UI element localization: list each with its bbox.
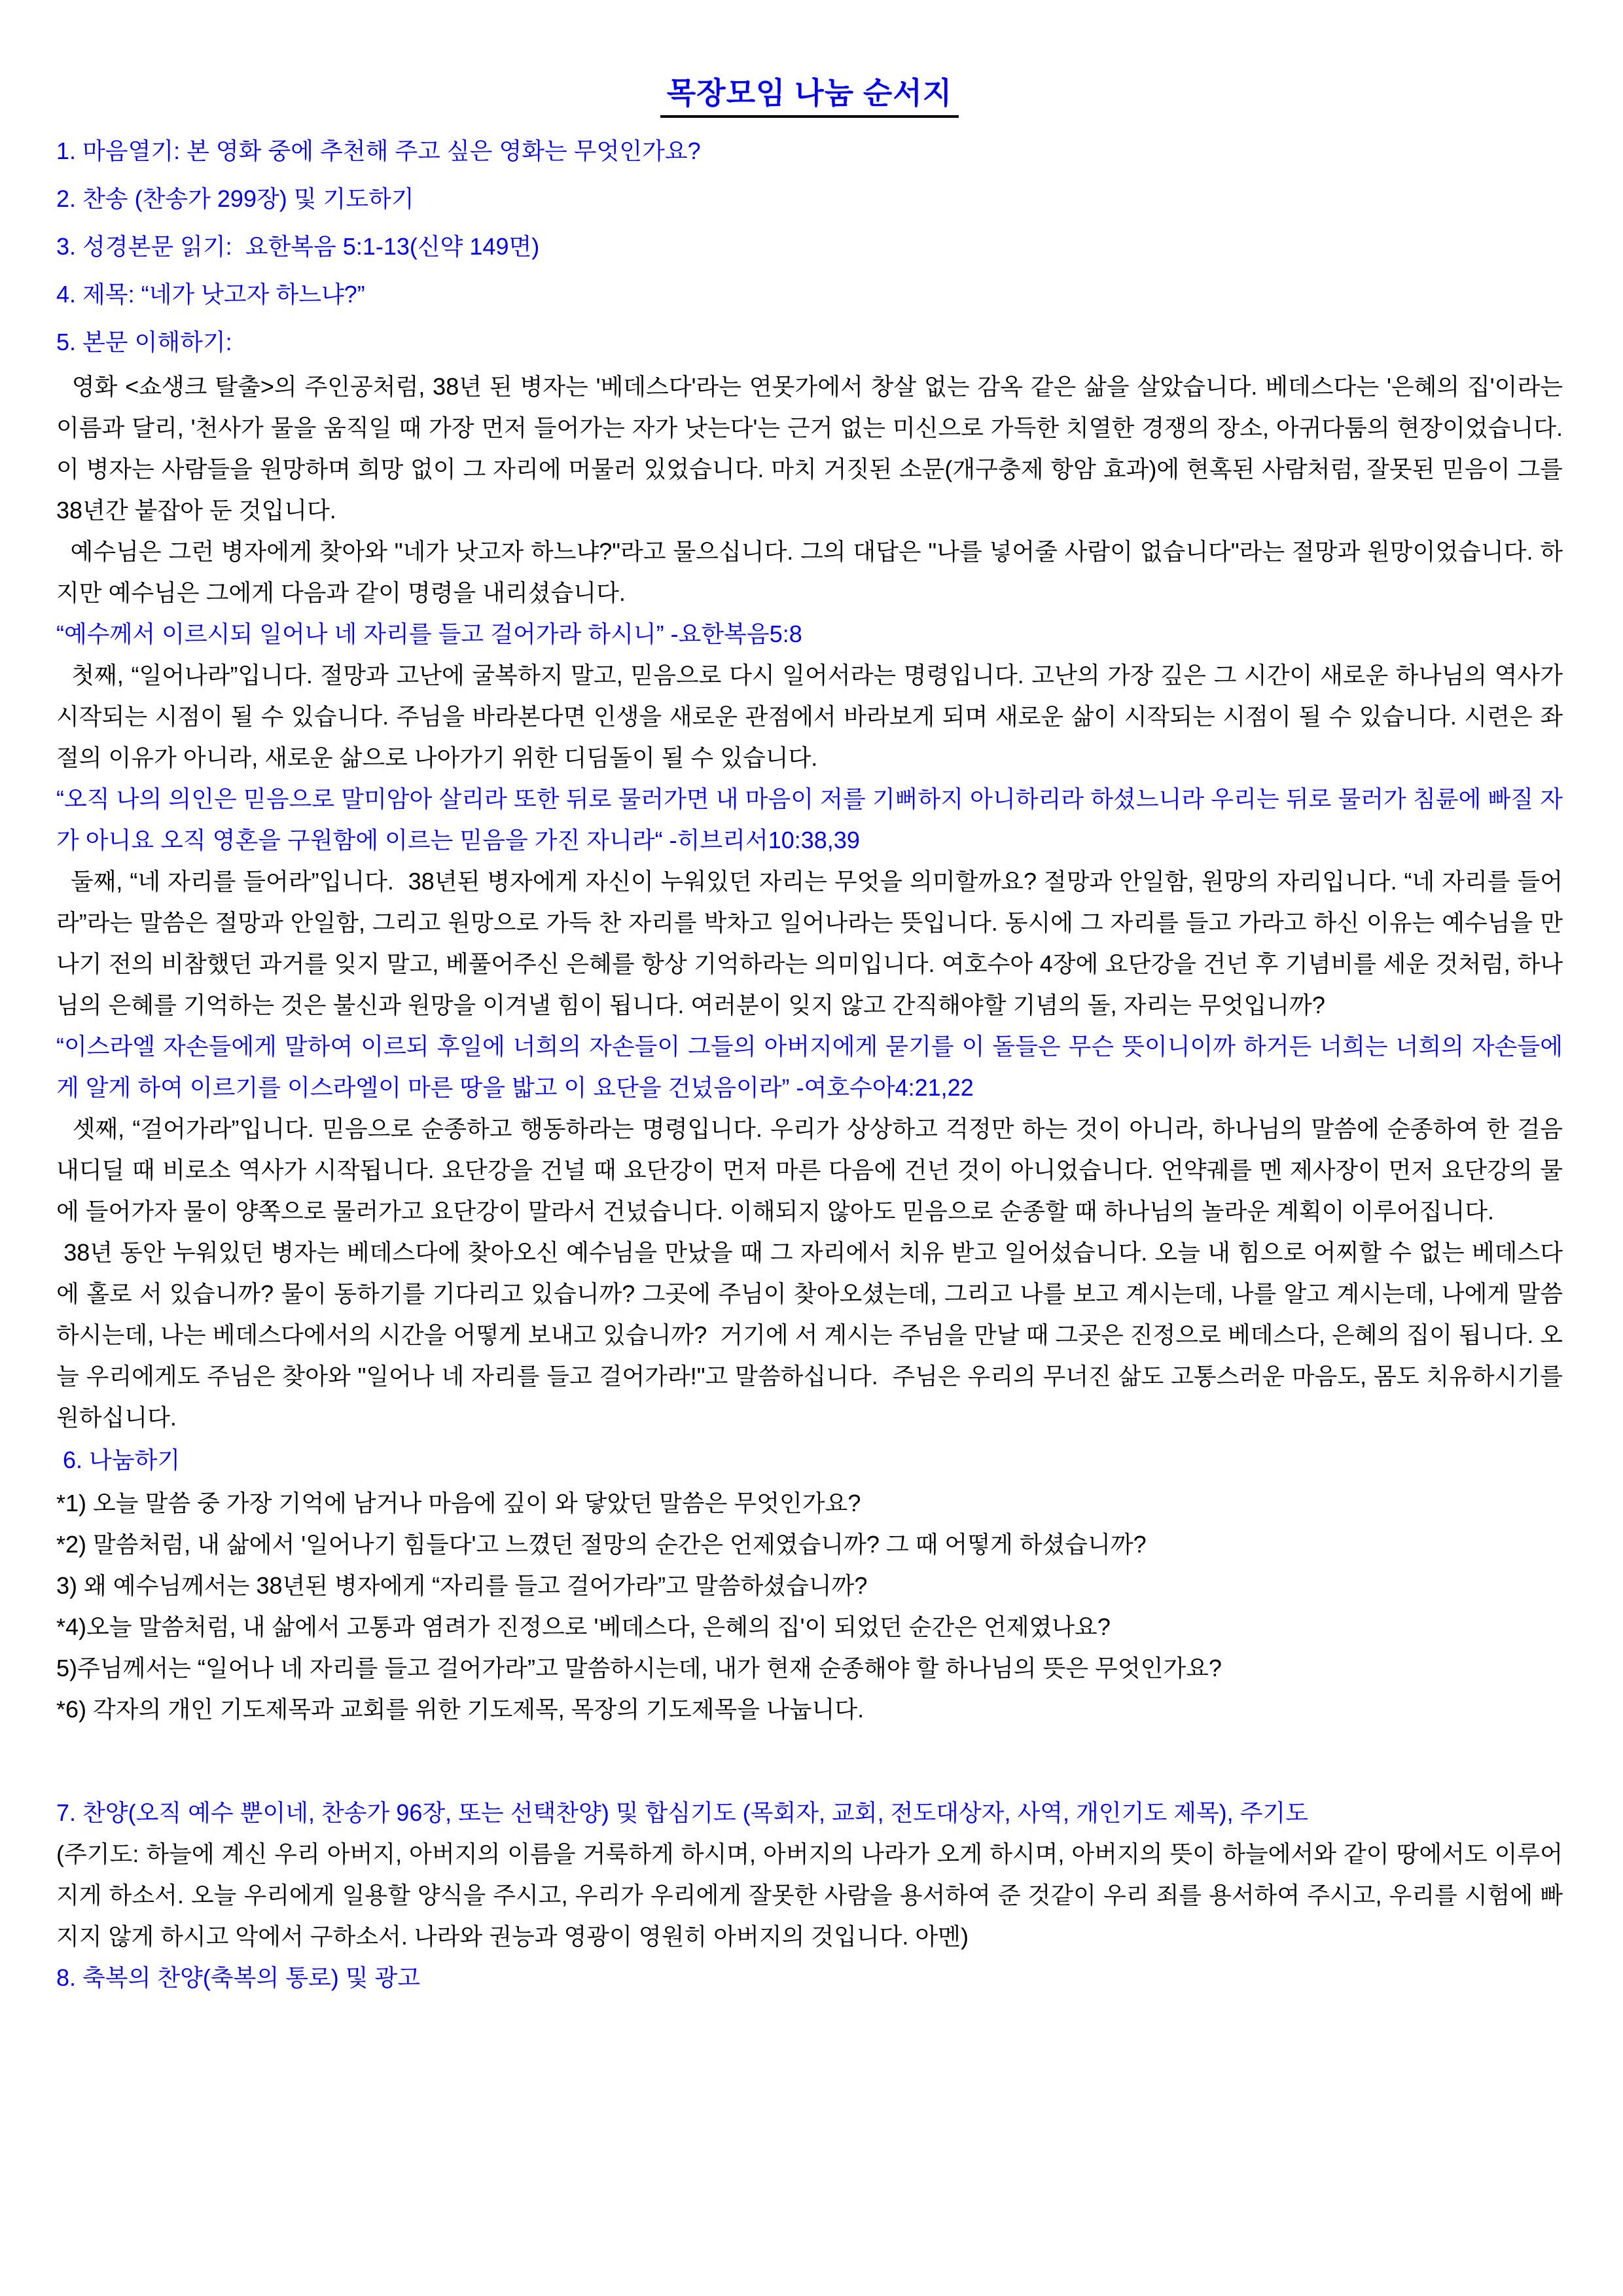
verse-john-5-8: “예수께서 이르시되 일어나 네 자리를 들고 걸어가라 하시니” -요한복음5:8 (56, 620, 802, 647)
lords-prayer-paragraph: (주기도: 하늘에 계신 우리 아버지, 아버지의 이름을 거룩하게 하시며, 아버지의 나라가 오게 하시며, 아버지의 뜻이 하늘에서와 같이 땅에서도 이루어지게 하소서. 오늘 우리에게 일용할 양식을 주시고, 우리가 우리에게 잘못한 사람을 용서하여 준 것같이 우리 죄를 용서하여 주시고, 우리를 시험에 빠지지 않게 하시고 악에서 구하소서. 나라와 권능과 영광이 영원히 아버지의 것입니다. 아멘) (56, 1840, 1563, 1950)
agenda-item-2: 2. 찬송 (찬송가 299장) 및 기도하기 (56, 185, 414, 212)
agenda-item-7: 7. 찬양(오직 예수 뿐이네, 찬송가 96장, 또는 선택찬양) 및 합심기도 (목회자, 교회, 전도대상자, 사역, 개인기도 제목), 주기도 (56, 1799, 1308, 1826)
agenda-item-4: 4. 제목: “네가 낫고자 하느냐?” (56, 281, 365, 308)
verse-joshua-4-21-22: “이스라엘 자손들에게 말하여 이르되 후일에 너희의 자손들이 그들의 아버지에게 묻기를 이 돌들은 무슨 뜻이니이까 하거든 너희는 너희의 자손들에게 알게 하여 이르기를 이스라엘이 마른 땅을 밟고 이 요단을 건넜음이라” -여호수아4:21,22 (56, 1033, 1563, 1101)
verse-hebrews-10-38-39: “오직 나의 의인은 믿음으로 말미암아 살리라 또한 뒤로 물러가면 내 마음이 저를 기뻐하지 아니하리라 하셨느니라 우리는 뒤로 물러가 침륜에 빠질 자가 아니요 오직 영혼을 구원함에 이르는 믿음을 가진 자니라“ -히브리서10:38,39 (56, 785, 1563, 853)
sharing-question-3: 3) 왜 예수님께서는 38년된 병자에게 “자리를 들고 걸어가라”고 말씀하셨습니까? (56, 1572, 868, 1599)
blank-gap (56, 1730, 1563, 1792)
point-second-paragraph: 둘째, “네 자리를 들어라”입니다. 38년된 병자에게 자신이 누워있던 자리는 무엇을 의미할까요? 절망과 안일함, 원망의 자리입니다. “네 자리를 들어라”라는 말씀은 절망과 안일함, 그리고 원망으로 가득 찬 자리를 박차고 일어나라는 뜻입니다. 동시에 그 자리를 들고 가라고 하신 이유는 예수님을 만나기 전의 비참했던 과거를 잊지 말고, 베풀어주신 은혜를 항상 기억하라는 의미입니다. 여호수아 4장에 요단강을 건넌 후 기념비를 세운 것처럼, 하나님의 은혜를 기억하는 것은 불신과 원망을 이겨낼 힘이 됩니다. 여러분이 잊지 않고 간직해야할 기념의 돌, 자리는 무엇입니까? (56, 868, 1563, 1018)
page-title: 목장모임 나눔 순서지 (660, 69, 959, 118)
sharing-question-5: 5)주님께서는 “일어나 네 자리를 들고 걸어가라”고 말씀하시는데, 내가 현재 순종해야 할 하나님의 뜻은 무엇인가요? (56, 1655, 1222, 1681)
agenda-item-3: 3. 성경본문 읽기: 요한복음 5:1-13(신약 149면) (56, 233, 540, 260)
title-row (56, 69, 1563, 118)
point-third-paragraph: 셋째, “걸어가라”입니다. 믿음으로 순종하고 행동하라는 명령입니다. 우리가 상상하고 걱정만 하는 것이 아니라, 하나님의 말씀에 순종하여 한 걸음 내디딜 때 비로소 역사가 시작됩니다. 요단강을 건널 때 요단강이 먼저 마른 다음에 건넌 것이 아니었습니다. 언약궤를 멘 제사장이 먼저 요단강의 물에 들어가자 물이 양쪽으로 물러가고 요단강이 말라서 건넜습니다. 이해되지 않아도 믿음으로 순종할 때 하나님의 놀라운 계획이 이루어집니다. (56, 1115, 1570, 1225)
sermon-body (56, 366, 1570, 1438)
intro-paragraph-2: 예수님은 그런 병자에게 찾아와 "네가 낫고자 하느냐?"라고 물으십니다. 그의 대답은 "나를 넣어줄 사람이 없습니다"라는 절망과 원망이었습니다. 하지만 예수님은 그에게 다음과 같이 명령을 내리셨습니다. (56, 538, 1563, 606)
agenda-item-5: 5. 본문 이해하기: (56, 329, 232, 355)
intro-paragraph-1: 영화 <쇼생크 탈출>의 주인공처럼, 38년 된 병자는 '베데스다'라는 연못가에서 창살 없는 감옥 같은 삶을 살았습니다. 베데스다는 '은혜의 집'이라는 이름과 달리, '천사가 물을 움직일 때 가장 먼저 들어가는 자가 낫는다'는 근거 없는 미신으로 가득한 치열한 경쟁의 장소, 아귀다툼의 현장이었습니다. 이 병자는 사람들을 원망하며 희망 없이 그 자리에 머물러 있었습니다. 마치 거짓된 소문(개구충제 항암 효과)에 현혹된 사람처럼, 잘못된 믿음이 그를 38년간 붙잡아 둔 것입니다. (56, 373, 1570, 524)
sharing-section (56, 1438, 1563, 1730)
agenda-item-8: 8. 축복의 찬양(축복의 통로) 및 광고 (56, 1964, 421, 1991)
application-paragraph: 38년 동안 누워있던 병자는 베데스다에 찾아오신 예수님을 만났을 때 그 자리에서 치유 받고 일어섰습니다. 오늘 내 힘으로 어찌할 수 없는 베데스다에 홀로 서 있습니까? 물이 동하기를 기다리고 있습니까? 그곳에 주님이 찾아오셨는데, 그리고 나를 보고 계시는데, 나를 알고 계시는데, 나에게 말씀하시는데, 나는 베데스다에서의 시간을 어떻게 보내고 있습니까? 거기에 서 계시는 주님을 만날 때 그곳은 진정으로 베데스다, 은혜의 집이 됩니다. 오늘 우리에게도 주님은 찾아와 "일어나 네 자리를 들고 걸어가라!"고 말씀하십니다. 주님은 우리의 무너진 삶도 고통스러운 마음도, 몸도 치유하시기를 원하십니다. (56, 1239, 1570, 1431)
agenda-list (56, 127, 1563, 366)
sharing-question-6: *6) 각자의 개인 기도제목과 교회를 위한 기도제목, 목장의 기도제목을 나눕니다. (56, 1696, 865, 1723)
closing-section (56, 1792, 1563, 1998)
sharing-question-4: *4)오늘 말씀처럼, 내 삶에서 고통과 염려가 진정으로 '베데스다, 은혜의 집'이 되었던 순간은 언제였나요? (56, 1613, 1111, 1640)
point-first-paragraph: 첫째, “일어나라”입니다. 절망과 고난에 굴복하지 말고, 믿음으로 다시 일어서라는 명령입니다. 고난의 가장 깊은 그 시간이 새로운 하나님의 역사가 시작되는 시점이 될 수 있습니다. 주님을 바라본다면 인생을 새로운 관점에서 바라보게 되며 새로운 삶이 시작되는 시점이 될 수 있습니다. 시련은 좌절의 이유가 아니라, 새로운 삶으로 나아가기 위한 디딤돌이 될 수 있습니다. (56, 662, 1570, 771)
sharing-question-1: *1) 오늘 말씀 중 가장 기억에 남거나 마음에 깊이 와 닿았던 말씀은 무엇인가요? (56, 1490, 861, 1516)
agenda-item-1: 1. 마음열기: 본 영화 중에 추천해 주고 싶은 영화는 무엇인가요? (56, 137, 701, 164)
sharing-question-2: *2) 말씀처럼, 내 삶에서 '일어나기 힘들다'고 느꼈던 절망의 순간은 언제였습니까? 그 때 어떻게 하셨습니까? (56, 1531, 1147, 1558)
sharing-heading: 6. 나눔하기 (56, 1446, 181, 1473)
